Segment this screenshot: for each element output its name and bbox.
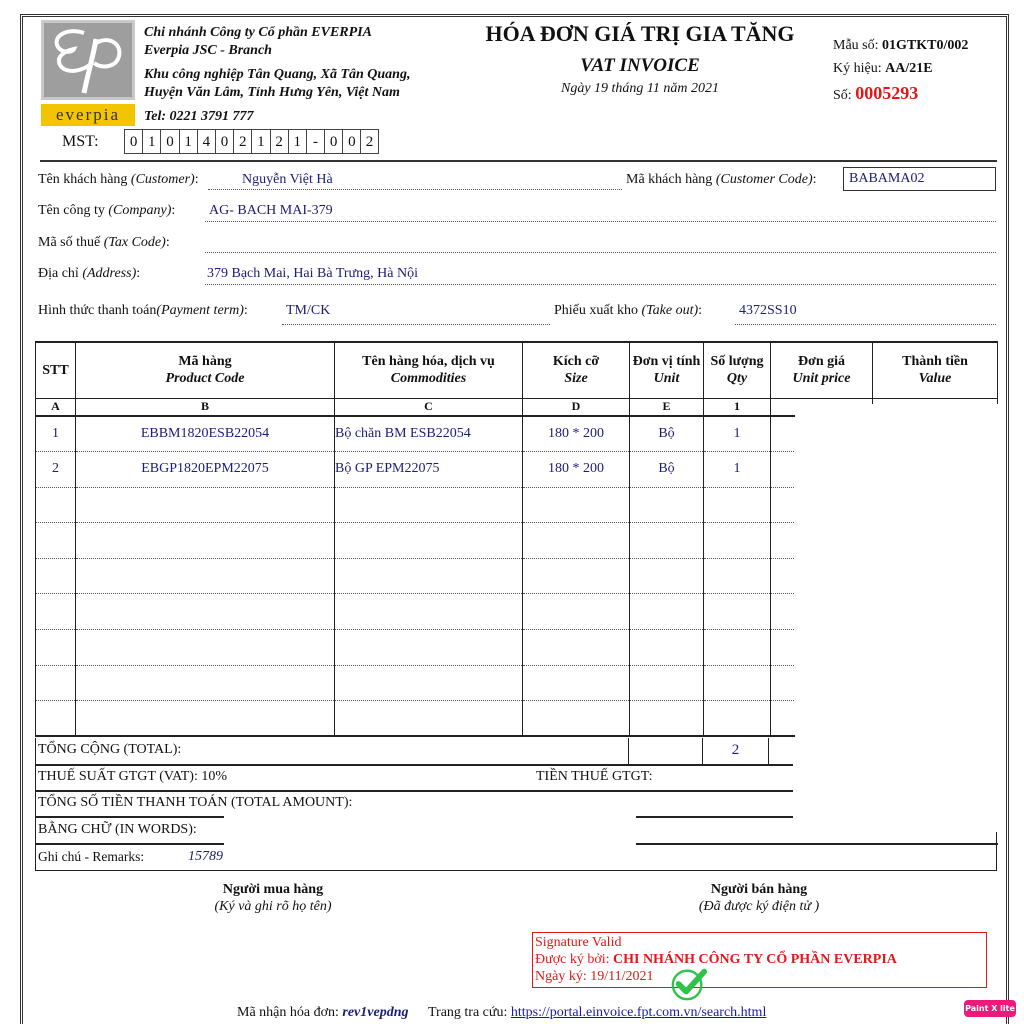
seller-name-en: Everpia JSC - Branch — [144, 43, 272, 58]
checkmark-valid-icon — [670, 964, 708, 1002]
take-out-value: 4372SS10 — [739, 303, 797, 318]
customer-value: Nguyễn Việt Hà — [242, 172, 333, 187]
payment-term-label: Hình thức thanh toán(Payment term): — [38, 303, 248, 318]
company-label: Tên công ty (Company): — [38, 203, 176, 218]
address-value: 379 Bạch Mai, Hai Bà Trưng, Hà Nội — [207, 266, 418, 281]
total-label: TỔNG CỘNG (TOTAL): — [38, 742, 182, 757]
mst-digit: - — [306, 129, 324, 154]
seller-address-1: Khu công nghiệp Tân Quang, Xã Tân Quang, — [144, 67, 411, 82]
form-number-value: 01GTKT0/002 — [882, 38, 969, 53]
lookup-url-link[interactable]: https://portal.einvoice.fpt.com.vn/search.html — [510, 1005, 767, 1020]
mst-digit: 1 — [251, 129, 269, 154]
buyer-signature-title: Người mua hàng — [222, 882, 324, 897]
signature-valid-text: Signature Valid — [535, 935, 622, 950]
seller-tel: Tel: 0221 3791 777 — [144, 109, 254, 124]
remarks-value: 15789 — [188, 849, 223, 864]
customer-field — [208, 170, 622, 190]
tax-code-label: Mã số thuế (Tax Code): — [38, 235, 170, 250]
mst-digit: 2 — [233, 129, 251, 154]
mst-digit-boxes — [124, 129, 379, 154]
everpia-logo — [41, 20, 135, 126]
header-qty: Số lượng Qty — [704, 342, 771, 398]
column-letter-row: A B C D E 1 — [36, 398, 998, 416]
paint-x-lite-badge[interactable]: Paint X lite — [964, 1000, 1016, 1017]
header-size: Kích cỡ Size — [523, 342, 630, 398]
mst-digit: 0 — [160, 129, 178, 154]
company-value: AG- BACH MAI-379 — [209, 203, 333, 218]
logo-mark — [41, 20, 135, 100]
table-header-row — [36, 342, 998, 398]
mst-digit: 1 — [142, 129, 160, 154]
address-label: Địa chỉ (Address): — [38, 266, 141, 281]
mst-digit: 4 — [197, 129, 215, 154]
invoice-subtitle: VAT INVOICE — [580, 55, 700, 76]
signed-by: Được ký bởi: CHI NHÁNH CÔNG TY CỔ PHẦN EVERPIA — [535, 952, 897, 967]
mst-label: MST: — [62, 133, 99, 150]
redaction-overlay — [795, 404, 1002, 832]
mst-digit: 0 — [342, 129, 360, 154]
total-amount-label: TỔNG SỐ TIỀN THANH TOÁN (TOTAL AMOUNT): — [38, 795, 353, 810]
sign-date: Ngày ký: 19/11/2021 — [535, 969, 654, 984]
take-out-label: Phiếu xuất kho (Take out): — [554, 303, 703, 318]
invoice-number-value: 0005293 — [855, 83, 919, 103]
buyer-signature-note: (Ký và ghi rõ họ tên) — [214, 899, 332, 914]
mst-digit: 1 — [288, 129, 306, 154]
mst-digit: 0 — [215, 129, 233, 154]
invoice-symbol-value: AA/21E — [885, 61, 933, 76]
in-words-label: BẰNG CHỮ (IN WORDS): — [38, 822, 197, 837]
seller-signature-note: (Đã được ký điện tử ) — [698, 899, 820, 914]
company-field — [205, 201, 996, 222]
logo-wordmark: everpia — [41, 104, 135, 126]
invoice-symbol: Ký hiệu: AA/21E — [833, 61, 933, 76]
header-stt: STT — [36, 342, 76, 398]
seller-name-vi: Chi nhánh Công ty Cổ phần EVERPIA — [144, 25, 372, 40]
footer-lookup: Mã nhận hóa đơn: rev1vepdng Trang tra cứu: https://portal.einvoice.fpt.com.vn/search.html — [237, 1005, 767, 1020]
invoice-number: Số: 0005293 — [833, 83, 919, 103]
mst-digit: 0 — [324, 129, 342, 154]
mst-digit: 2 — [360, 129, 378, 154]
signed-by-value: CHI NHÁNH CÔNG TY CỔ PHẦN EVERPIA — [613, 952, 897, 967]
mst-digit: 1 — [179, 129, 197, 154]
invoice-title: HÓA ĐƠN GIÁ TRỊ GIA TĂNG — [485, 21, 795, 46]
customer-code-value: BABAMA02 — [843, 167, 996, 191]
table-row: 1 EBBM1820ESB22054 Bộ chăn BM ESB22054 180 * 200 Bộ 1 — [36, 416, 998, 452]
seller-info — [144, 24, 410, 126]
tax-code-field — [205, 232, 996, 253]
mst-digit: 2 — [270, 129, 288, 154]
mst-digit: 0 — [124, 129, 142, 154]
header-commodities: Tên hàng hóa, dịch vụ Commodities — [335, 342, 523, 398]
table-row: 2 EBGP1820EPM22075 Bộ GP EPM22075 180 * 200 Bộ 1 — [36, 452, 998, 488]
digital-signature-box[interactable] — [532, 932, 987, 988]
seller-address-2: Huyện Văn Lâm, Tỉnh Hưng Yên, Việt Nam — [144, 85, 400, 100]
address-field — [205, 264, 996, 285]
vat-rate-label: THUẾ SUẤT GTGT (VAT): 10% — [38, 769, 227, 784]
customer-label: Tên khách hàng (Customer): — [38, 172, 199, 187]
header-product-code: Mã hàng Product Code — [76, 342, 335, 398]
header-value: Thành tiền Value — [873, 342, 998, 398]
header-unit: Đơn vị tính Unit — [630, 342, 704, 398]
invoice-date: Ngày 19 tháng 11 năm 2021 — [560, 81, 719, 96]
total-qty: 2 — [731, 742, 740, 758]
payment-term-field — [282, 301, 550, 325]
header-unit-price: Đơn giá Unit price — [771, 342, 873, 398]
remarks-label: Ghi chú - Remarks: — [38, 849, 145, 864]
take-out-field — [735, 301, 996, 325]
seller-signature-title: Người bán hàng — [710, 882, 808, 897]
form-number: Mẫu số: 01GTKT0/002 — [833, 38, 969, 53]
vat-amount-label: TIỀN THUẾ GTGT: — [536, 769, 653, 784]
header-divider — [40, 160, 997, 162]
ep-monogram-icon — [44, 23, 132, 97]
customer-code-label: Mã khách hàng (Customer Code): — [626, 172, 817, 187]
lookup-code: rev1vepdng — [342, 1005, 409, 1020]
payment-term-value: TM/CK — [286, 303, 331, 318]
